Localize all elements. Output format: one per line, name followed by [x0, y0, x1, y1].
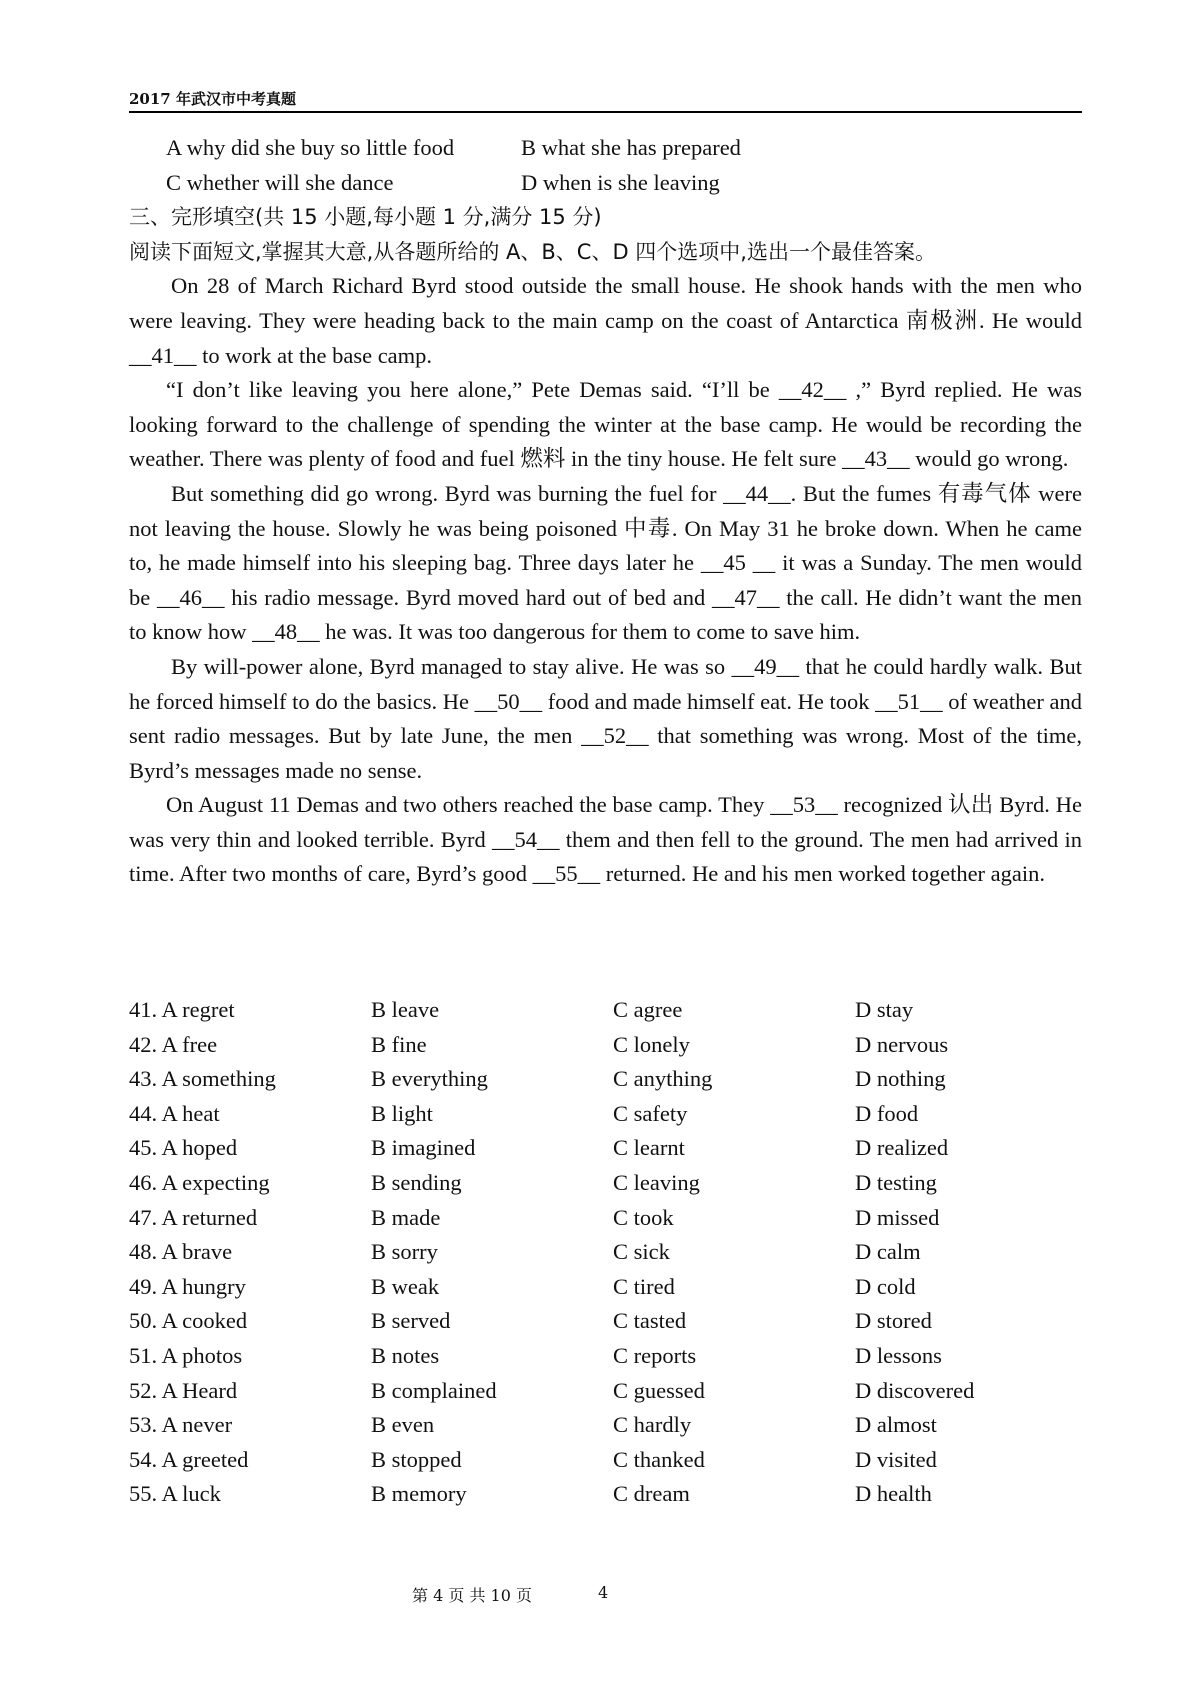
page-header: [129, 86, 1082, 113]
prev-option: D when is she leaving: [521, 169, 720, 195]
option-b: B made: [371, 1204, 441, 1230]
option-d: D discovered: [855, 1377, 975, 1403]
option-b: B stopped: [371, 1446, 462, 1472]
option-d: D realized: [855, 1135, 949, 1161]
option-b: B weak: [371, 1273, 440, 1299]
option-b: B memory: [371, 1481, 467, 1507]
question-row: [129, 1028, 1082, 1063]
option-a: 52. A Heard: [129, 1377, 238, 1403]
option-a: 49. A hungry: [129, 1273, 246, 1299]
passage-paragraph: On 28 of March Richard Byrd stood outside the small house. He shook hands with the men who were leaving. They were heading back to the main camp on the coast of Antarctica 南极洲. He would __41__ to work at the base camp.: [129, 273, 1082, 368]
option-b: B notes: [371, 1342, 440, 1368]
option-d: D missed: [855, 1204, 940, 1230]
option-c: C leaving: [613, 1169, 700, 1195]
option-b: B fine: [371, 1031, 427, 1057]
option-a: 45. A hoped: [129, 1135, 238, 1161]
section-instruction: 阅读下面短文,掌握其大意,从各题所给的 A、B、C、D 四个选项中,选出一个最佳答案。: [129, 239, 936, 264]
option-b: B everything: [371, 1066, 488, 1092]
option-d: D calm: [855, 1239, 921, 1265]
question-row: [129, 1304, 1082, 1339]
question-row: [129, 1477, 1082, 1512]
option-b: B imagined: [371, 1135, 476, 1161]
option-b: B served: [371, 1308, 451, 1334]
option-a: 47. A returned: [129, 1204, 258, 1230]
option-a: 43. A something: [129, 1066, 276, 1092]
prev-option: A why did she buy so little food: [166, 135, 455, 160]
passage-paragraph: “I don’t like leaving you here alone,” Pete Demas said. “I’ll be __42__ ,” Byrd replied. He was looking forward to the challenge of spending the winter at the base camp. He would be recording the weather. There was plenty of food and fuel 燃料 in the tiny house. He felt sure __43__ would go wrong.: [129, 377, 1082, 472]
question-row: [129, 1235, 1082, 1270]
option-a: 46. A expecting: [129, 1169, 270, 1195]
option-d: D health: [855, 1481, 932, 1507]
option-c: C thanked: [613, 1446, 705, 1472]
option-c: C sick: [613, 1239, 670, 1265]
option-d: D stay: [855, 997, 914, 1022]
header-title: 2017 年武汉市中考真题: [129, 90, 296, 108]
option-b: B sending: [371, 1169, 462, 1195]
option-c: C guessed: [613, 1377, 705, 1403]
option-c: C safety: [613, 1100, 688, 1126]
question-row: [129, 1097, 1082, 1132]
option-a: 55. A luck: [129, 1481, 221, 1507]
option-c: C anything: [613, 1066, 713, 1092]
option-c: C dream: [613, 1481, 690, 1507]
option-a: 53. A never: [129, 1412, 233, 1438]
question-row: [129, 1270, 1082, 1305]
page-label: 第 4 页 共 10 页: [412, 1586, 532, 1605]
option-c: C tired: [613, 1273, 675, 1299]
prev-option: C whether will she dance: [166, 169, 394, 195]
option-b: B complained: [371, 1377, 497, 1403]
passage-paragraph: But something did go wrong. Byrd was burning the fuel for __44__. But the fumes 有毒气体 were not leaving the house. Slowly he was being poisoned 中毒. On May 31 he broke down. When he came to, he made himself into his sleeping bag. Three days later he __45 __ it was a Sunday. The men would be __46__ his radio message. Byrd moved hard out of bed and __47__ the call. He didn’t want the men to know how __48__ he was. It was too dangerous for them to come to save him.: [129, 480, 1082, 645]
passage-paragraph: By will-power alone, Byrd managed to stay alive. He was so __49__ that he could hardly walk. But he forced himself to do the basics. He __50__ food and made himself eat. He took __51__ of weather and sent radio messages. But by late June, the men __52__ that something was wrong. Most of the time, Byrd’s messages made no sense.: [129, 653, 1082, 783]
question-row: [129, 1062, 1082, 1097]
option-a: 41. A regret: [129, 997, 235, 1022]
option-b: B sorry: [371, 1239, 438, 1265]
option-d: D cold: [855, 1273, 916, 1299]
option-b: B leave: [371, 997, 440, 1022]
option-c: C lonely: [613, 1031, 690, 1057]
prev-option: B what she has prepared: [521, 135, 741, 160]
question-row: [129, 1131, 1082, 1166]
option-c: C took: [613, 1204, 674, 1230]
option-a: 42. A free: [129, 1031, 218, 1057]
question-row: [129, 1374, 1082, 1409]
option-d: D nervous: [855, 1031, 949, 1057]
page-content: [129, 131, 1082, 892]
option-a: 54. A greeted: [129, 1446, 249, 1472]
option-b: B even: [371, 1412, 435, 1438]
question-row: [129, 1408, 1082, 1443]
question-row: [129, 993, 1082, 1028]
option-a: 44. A heat: [129, 1100, 220, 1126]
option-a: 48. A brave: [129, 1239, 233, 1265]
option-d: D nothing: [855, 1066, 946, 1092]
option-d: D stored: [855, 1308, 932, 1334]
option-d: D testing: [855, 1169, 937, 1195]
page-number: 4: [598, 1583, 609, 1602]
option-c: C agree: [613, 997, 683, 1022]
option-c: C tasted: [613, 1308, 687, 1334]
option-c: C reports: [613, 1342, 697, 1368]
option-c: C learnt: [613, 1135, 685, 1161]
option-d: D visited: [855, 1446, 937, 1472]
prev-options-row: [129, 166, 1082, 201]
option-d: D lessons: [855, 1342, 942, 1368]
section-title: 三、完形填空(共 15 小题,每小题 1 分,满分 15 分): [129, 205, 602, 230]
question-row: [129, 1201, 1082, 1236]
prev-options-row: [129, 131, 1082, 166]
option-c: C hardly: [613, 1412, 692, 1438]
question-row: [129, 1443, 1082, 1478]
option-d: D almost: [855, 1412, 937, 1438]
option-a: 50. A cooked: [129, 1308, 248, 1334]
option-d: D food: [855, 1100, 919, 1126]
question-row: [129, 1166, 1082, 1201]
answer-options: [129, 993, 1082, 1512]
passage-paragraph: On August 11 Demas and two others reached the base camp. They __53__ recognized 认出 Byrd. He was very thin and looked terrible. Byrd __54__ them and then fell to the ground. The men had arrived in time. After two months of care, Byrd’s good __55__ returned. He and his men worked together again.: [129, 792, 1082, 887]
option-a: 51. A photos: [129, 1342, 243, 1368]
option-b: B light: [371, 1100, 433, 1126]
question-row: [129, 1339, 1082, 1374]
